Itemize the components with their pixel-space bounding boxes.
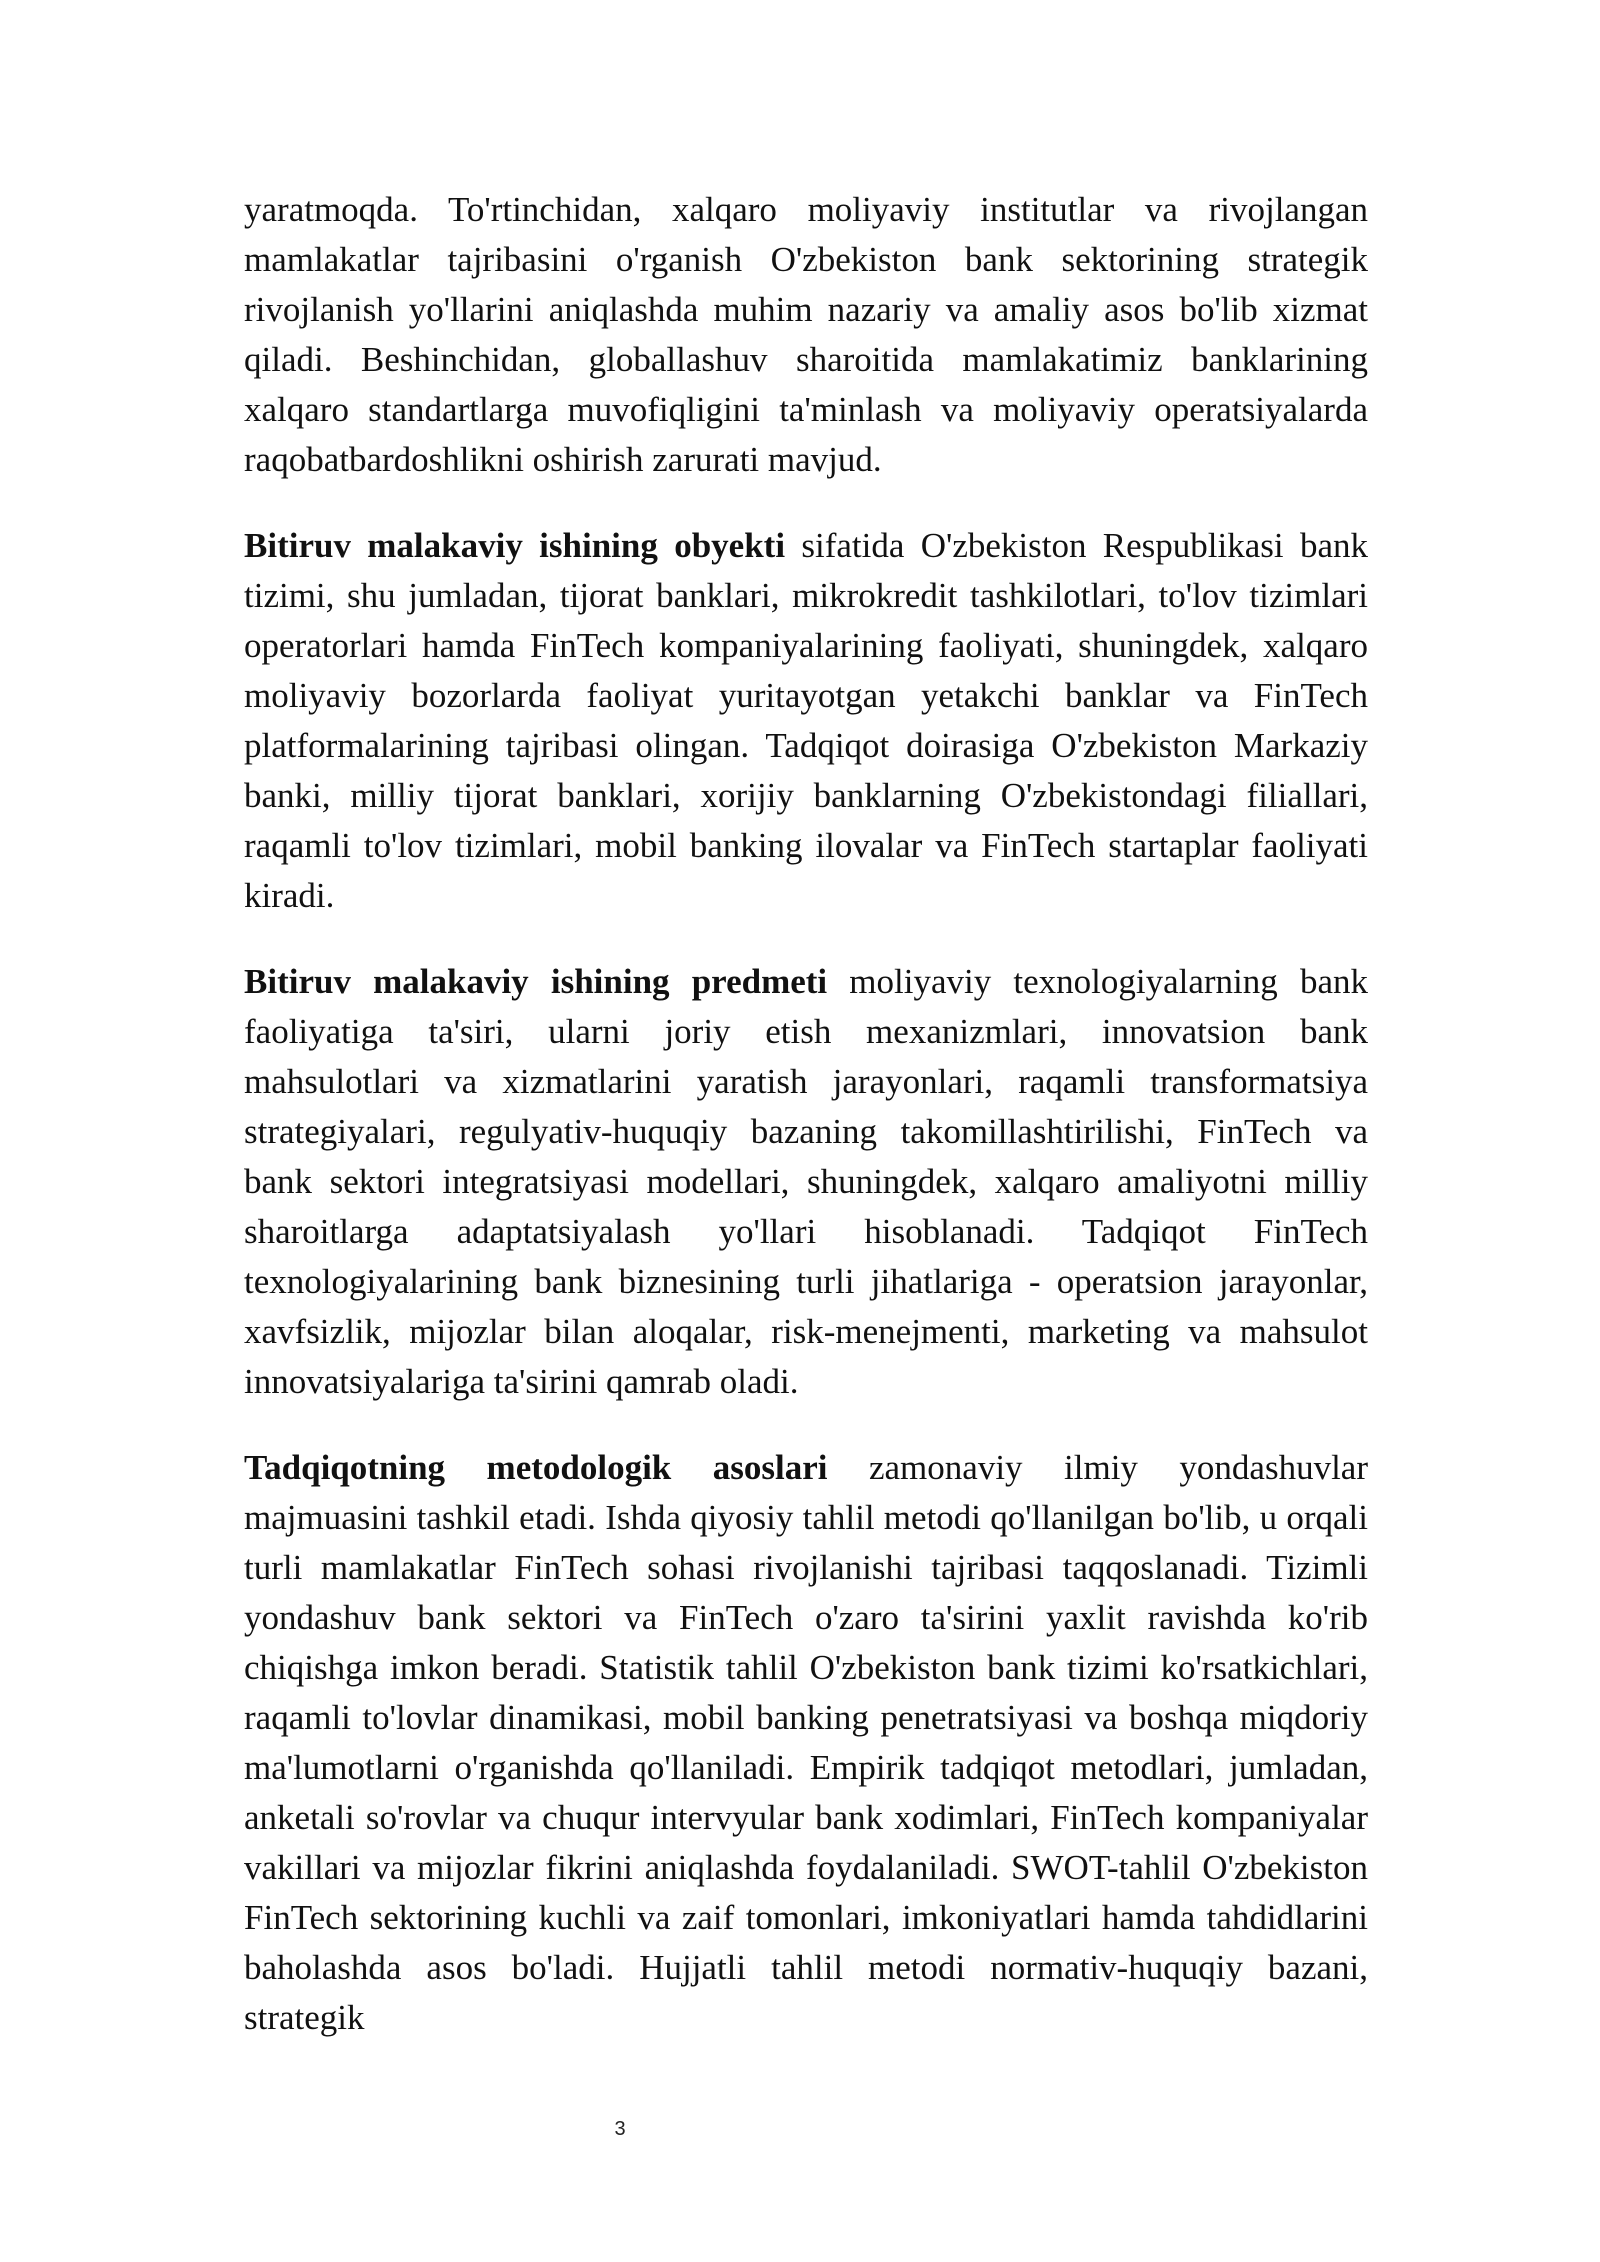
paragraph-text: sifatida O'zbekiston Respublikasi bank tizimi, shu jumladan, tijorat banklari, mikrokredit tashkilotlari, to'lov tizimlari operatorlari hamda FinTech kompaniyalarining faoliyati, shuningdek, xalqaro moliyaviy bozorlarda faoliyat yuritayotgan yetakchi banklar va FinTech platformalarining tajribasi olingan. Tadqiqot doirasiga O'zbekiston Markaziy banki, milliy tijorat banklari, xorijiy banklarning O'zbekistondagi filiallari, raqamli to'lov tizimlari, mobil banking ilovalar va FinTech startaplar faoliyati kiradi. (244, 526, 1368, 915)
page-body (244, 185, 1368, 2079)
paragraph-research-object (244, 521, 1368, 921)
paragraph-intro-continuation (244, 185, 1368, 485)
paragraph-lead-bold: Bitiruv malakaviy ishining predmeti (244, 962, 828, 1001)
paragraph-lead-bold: Bitiruv malakaviy ishining obyekti (244, 526, 786, 565)
paragraph-text: yaratmoqda. To'rtinchidan, xalqaro moliyaviy institutlar va rivojlangan mamlakatlar tajribasini o'rganish O'zbekiston bank sektorining strategik rivojlanish yo'llarini aniqlashda muhim nazariy va amaliy asos bo'lib xizmat qiladi. Beshinchidan, globallashuv sharoitida mamlakatimiz banklarining xalqaro standartlarga muvofiqligini ta'minlash va moliyaviy operatsiyalarda raqobatbardoshlikni oshirish zarurati mavjud. (244, 190, 1368, 479)
page-number: 3 (614, 2118, 626, 2140)
paragraph-research-subject (244, 957, 1368, 1407)
paragraph-lead-bold: Tadqiqotning metodologik asoslari (244, 1448, 828, 1487)
paragraph-text: moliyaviy texnologiyalarning bank faoliyatiga ta'siri, ularni joriy etish mexanizmlari, innovatsion bank mahsulotlari va xizmatlarini yaratish jarayonlari, raqamli transformatsiya strategiyalari, regulyativ-huquqiy bazaning takomillashtirilishi, FinTech va bank sektori integratsiyasi modellari, shuningdek, xalqaro amaliyotni milliy sharoitlarga adaptatsiyalash yo'llari hisoblanadi. Tadqiqot FinTech texnologiyalarining bank biznesining turli jihatlariga - operatsion jarayonlar, xavfsizlik, mijozlar bilan aloqalar, risk-menejmenti, marketing va mahsulot innovatsiyalariga ta'sirini qamrab oladi. (244, 962, 1368, 1401)
paragraph-text: zamonaviy ilmiy yondashuvlar majmuasini tashkil etadi. Ishda qiyosiy tahlil metodi qo'llanilgan bo'lib, u orqali turli mamlakatlar FinTech sohasi rivojlanishi tajribasi taqqoslanadi. Tizimli yondashuv bank sektori va FinTech o'zaro ta'sirini yaxlit ravishda ko'rib chiqishga imkon beradi. Statistik tahlil O'zbekiston bank tizimi ko'rsatkichlari, raqamli to'lovlar dinamikasi, mobil banking penetratsiyasi va boshqa miqdoriy ma'lumotlarni o'rganishda qo'llaniladi. Empirik tadqiqot metodlari, jumladan, anketali so'rovlar va chuqur intervyular bank xodimlari, FinTech kompaniyalar vakillari va mijozlar fikrini aniqlashda foydalaniladi. SWOT-tahlil O'zbekiston FinTech sektorining kuchli va zaif tomonlari, imkoniyatlari hamda tahdidlarini baholashda asos bo'ladi. Hujjatli tahlil metodi normativ-huquqiy bazani, strategik (244, 1448, 1368, 2037)
paragraph-methodology (244, 1443, 1368, 2043)
